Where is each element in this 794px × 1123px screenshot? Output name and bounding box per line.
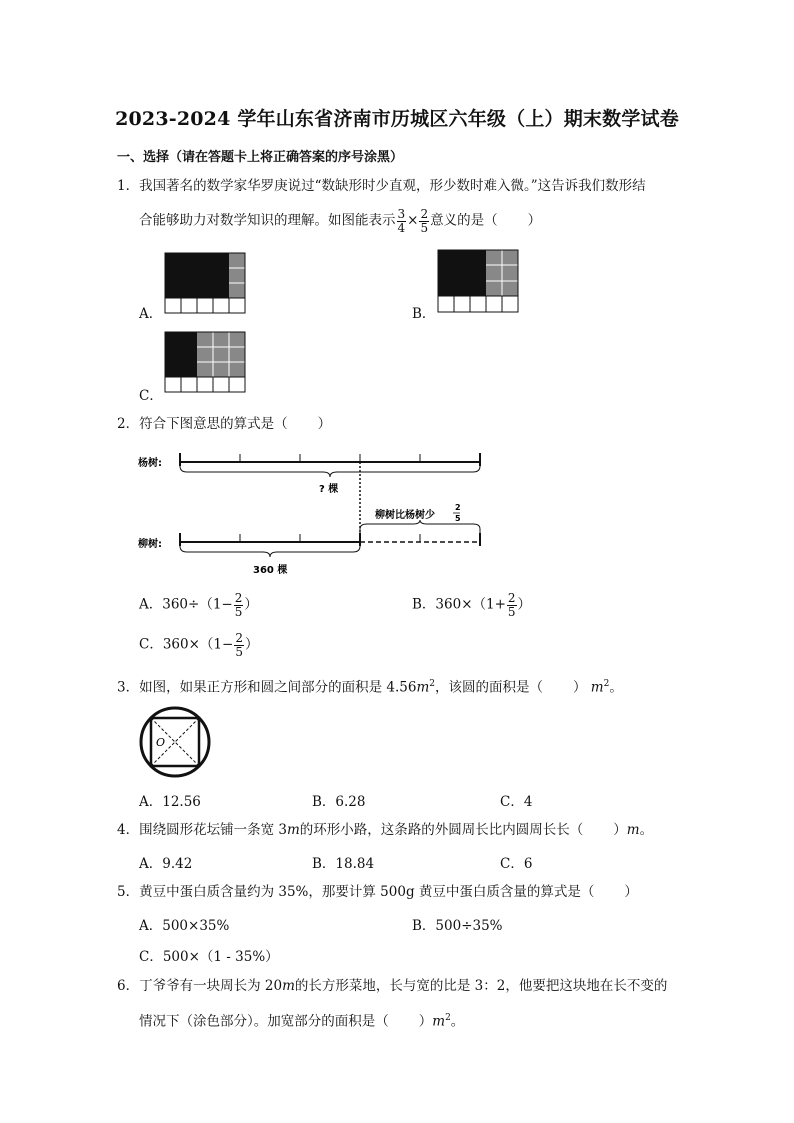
unit: m [282, 978, 295, 994]
fraction-numerator: 2 [507, 591, 516, 605]
close-paren: ） [418, 1013, 433, 1030]
fraction-3-4 [397, 208, 407, 234]
q3-text-pre: 3．如图，如果正方形和圆之间部分的面积是 4.56 [117, 679, 417, 696]
option-text: A．360÷（1− [139, 596, 233, 613]
close-paren: ） [527, 212, 542, 229]
fraction-denominator: 5 [507, 604, 516, 619]
fraction-numerator: 2 [235, 631, 243, 645]
option-text: ） [244, 596, 258, 613]
times-sign: × [407, 212, 419, 229]
liu-label: 柳树: [138, 539, 162, 550]
note-denominator: 5 [455, 514, 461, 523]
fraction-numerator: 2 [420, 207, 429, 221]
q1-option-a-label[interactable]: A． [139, 306, 163, 322]
q5-text [117, 883, 638, 901]
q5-option-a[interactable]: A．500×35% [139, 918, 230, 934]
q4-text-pre: 4．围绕圆形花坛铺一条宽 3 [117, 822, 287, 838]
q6-line1-pre: 6．丁爷爷有一块周长为 20 [117, 978, 283, 994]
unit: m [416, 679, 430, 696]
q5-option-c[interactable]: C．500×（1 - 35%） [139, 949, 279, 965]
q1-line2 [139, 208, 541, 234]
unit: m [626, 822, 640, 838]
option-text: B．360×（1+ [412, 596, 506, 613]
q5-text-main: 5．黄豆中蛋白质含量约为 35%，那要计算 500g 黄豆中蛋白质含量的算式是（ [117, 884, 595, 900]
difference-note: 柳树比杨树少 [375, 510, 435, 521]
q1-figure-a [165, 253, 245, 313]
q4-text-mid: 的环形小路，这条路的外圆周长比内圆周长长（ [299, 822, 584, 838]
q4-text [117, 821, 653, 839]
question-count: ? 棵 [319, 484, 339, 495]
liu-count: 360 棵 [253, 565, 288, 576]
close-paren: ） [317, 416, 332, 432]
note-numerator: 2 [455, 503, 461, 512]
fraction-numerator: 3 [397, 207, 406, 221]
q1-figure-b [438, 250, 518, 312]
q3-option-c[interactable]: C．4 [500, 794, 533, 810]
fraction-denominator: 5 [234, 604, 243, 619]
q3-text-mid: ，该圆的面积是（ [435, 679, 543, 696]
fraction-denominator: 5 [235, 644, 243, 659]
exponent: 2 [603, 679, 610, 689]
fraction-2-5 [234, 592, 244, 618]
fraction-2-5 [507, 592, 517, 618]
fraction-2-5 [234, 632, 244, 658]
fraction-2-5 [419, 208, 429, 234]
q1-line2-post: 意义的是（ [430, 212, 498, 229]
q3-circle-square-figure [139, 706, 211, 778]
q2-option-c[interactable] [139, 632, 258, 658]
unit: m [432, 1013, 446, 1030]
fraction-denominator: 5 [420, 220, 429, 235]
q1-option-c-label[interactable]: C． [139, 388, 163, 404]
q5-option-b[interactable]: B．500÷35% [412, 918, 503, 934]
option-text: ） [517, 596, 532, 613]
q6-line2-pre: 情况下（涂色部分）。加宽部分的面积是（ [139, 1013, 389, 1030]
q4-option-c[interactable]: C．6 [500, 856, 533, 872]
q1-line1: 1．我国著名的数学家华罗庚说过“数缺形时少直观，形少数时难入微。”这告诉我们数形结 [117, 178, 646, 194]
option-text: ） [244, 636, 259, 653]
q6-line1 [117, 977, 667, 995]
q2-line-diagram [135, 443, 495, 583]
close-paren: ） [624, 884, 638, 900]
period: 。 [609, 679, 623, 696]
q3-option-b[interactable]: B．6.28 [312, 794, 366, 810]
q6-line1-post: 的长方形菜地，长与宽的比是 3：2，他要把这块地在长不变的 [294, 978, 668, 994]
option-text: C．360×（1− [139, 636, 234, 653]
unit: m [590, 679, 604, 696]
q1-figure-c [165, 332, 245, 392]
exponent: 2 [445, 1013, 451, 1023]
close-paren: ） [613, 822, 627, 838]
exponent: 2 [429, 679, 435, 689]
q2-text [117, 415, 331, 433]
q4-option-a[interactable]: A．9.42 [139, 856, 193, 872]
page-title: 2023-2024 学年山东省济南市历城区六年级（上）期末数学试卷 [115, 108, 679, 130]
fraction-denominator: 4 [397, 220, 406, 235]
yang-label: 杨树: [138, 458, 162, 469]
period: 。 [450, 1013, 465, 1030]
q6-line2 [139, 1009, 464, 1031]
q1-line2-pre: 合能够助力对数学知识的理解。如图能表示 [139, 212, 396, 229]
unit: m [286, 822, 300, 838]
q2-option-a[interactable] [139, 592, 258, 618]
q3-option-a[interactable]: A．12.56 [139, 794, 201, 810]
q3-text [117, 675, 623, 697]
q1-option-b-label[interactable]: B． [412, 306, 436, 322]
period: 。 [639, 822, 654, 838]
fraction-numerator: 2 [234, 591, 243, 605]
center-label: O [156, 736, 166, 749]
q2-text-pre: 2．符合下图意思的算式是（ [117, 416, 288, 432]
close-paren: ） [573, 679, 587, 696]
q2-option-b[interactable] [412, 592, 531, 618]
q4-option-b[interactable]: B．18.84 [312, 856, 375, 872]
section-heading: 一、选择（请在答题卡上将正确答案的序号涂黑） [117, 150, 404, 165]
